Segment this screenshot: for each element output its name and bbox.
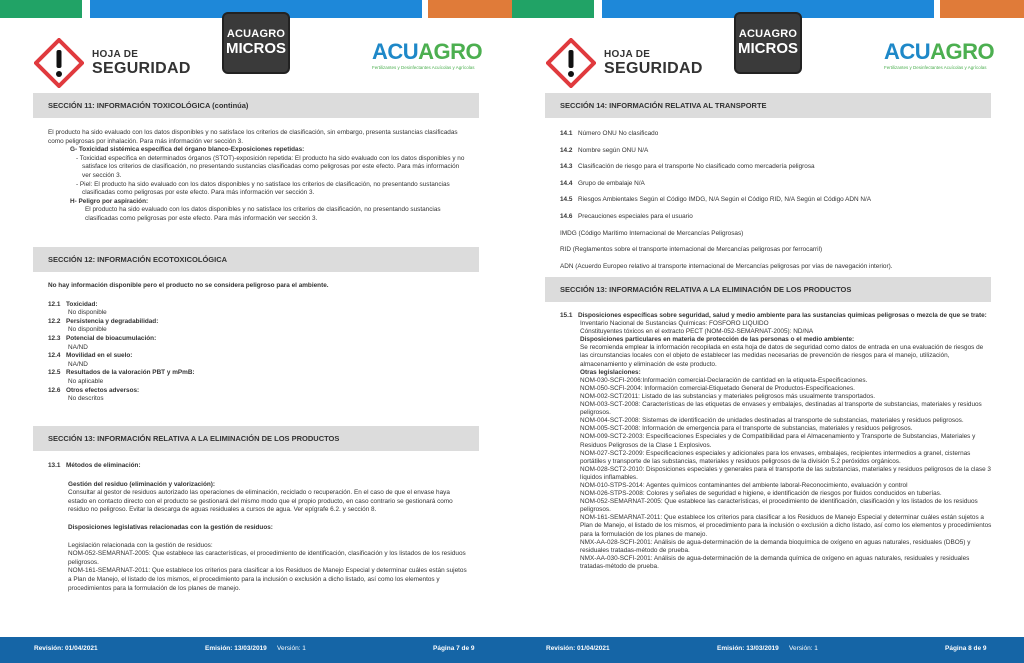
- transport-item: [560, 196, 990, 205]
- section-13-header: SECCIÓN 13: INFORMACIÓN RELATIVA A LA ELIMINACIÓN DE LOS PRODUCTOS: [33, 426, 479, 451]
- regulation-line: Disposiciones particulares en materia de protección de las personas o el medio ambiente:: [580, 336, 855, 344]
- imdg-text: IMDG (Código Marítimo Internacional de Mercancías Peligrosas): [560, 229, 744, 237]
- seguridad-title: SEGURIDAD: [92, 60, 191, 77]
- gestion-text: Consultar al gestor de residuos autorizado las operaciones de eliminación, reciclado o recuperación. En el caso de que el envase haya estado en contacto directo con el producto se gestionará del mismo modo que el propio producto, en caso contrario se gestionará como residuo no peligroso. Evitar la descarga de aguas residuales a cursos de agua. Ver epígrafe 6.2. y sección 8.: [68, 489, 453, 514]
- regulation-line: NOM-009-SCT2-2003: Especificaciones Especiales y de Compatibilidad para el Almacenamiento y Transporte de Substancias, Materiales y Residuos Peligrosos de la Clase 1 Explosivos.: [580, 433, 976, 449]
- footer-emision: Emisión: 13/03/2019: [205, 645, 267, 652]
- section-11-g-item1: - Toxicidad específica en determinados órganos (STOT)-exposición repetida: El producto ha sido evaluado con los datos disponibles y no satisface los criterios de clasificación, no presentando sustancias clasificadas como peligrosas por este efecto. Para más información ver sección 3.: [76, 154, 465, 179]
- section-12-intro: No hay información disponible pero el producto no se considera peligroso para el ambiente.: [48, 282, 329, 289]
- acuagro-micros-logo: [734, 12, 802, 74]
- acuagro-micros-logo: [222, 12, 290, 74]
- brand-name-a: ACU: [884, 39, 931, 64]
- section-15-1-head: Disposiciones específicas sobre seguridad, salud y medio ambiente para las sustancias químicas peligrosas o mezcla de que se trate:: [578, 312, 987, 319]
- regulation-line: NOM-010-STPS-2014: Agentes químicos contaminantes del ambiente laboral-Reconocimiento, evaluación y control: [580, 481, 908, 489]
- eco-item: [48, 318, 468, 335]
- eco-item-value: NA/ND: [68, 360, 88, 368]
- regulation-line: NOM-161-SEMARNAT-2011: Que establece los criterios para clasificar a los Residuos de Manejo Especial y determinar cuáles están sujetos a Plan de Manejo, el listado de los mismos, el procedimiento para la inclusión o exclusión a dicho listado, así como los elementos y procedimientos para la formulación de los planes de manejo.: [580, 514, 992, 538]
- nom-052-text: NOM-052-SEMARNAT-2005: Que establece las características, el procedimiento de identificación, clasificación y los listados de los residuos peligrosos.: [68, 550, 466, 566]
- eco-item-label: Toxicidad:: [66, 300, 98, 308]
- eco-item: [48, 369, 468, 386]
- transport-item-num: 14.3: [560, 163, 573, 171]
- micros-logo-line1: ACUAGRO: [226, 28, 286, 40]
- section-15-1: [560, 312, 992, 320]
- eco-item: [48, 387, 468, 404]
- eco-item: [48, 301, 468, 318]
- section-15-1-num: 15.1: [560, 312, 573, 319]
- brand-name-b: AGRO: [930, 39, 995, 64]
- transport-item-text: Número ONU No clasificado: [578, 130, 659, 137]
- acuagro-brand-logo: [884, 39, 995, 80]
- regulation-line: NOM-004-SCT-2008: Sistemas de identificación de unidades destinadas al transporte de substancias, materiales y residuos peligrosos.: [580, 417, 964, 425]
- micros-logo-line2: MICROS: [226, 40, 286, 57]
- brand-name-a: ACU: [372, 39, 419, 64]
- regulation-line: NOM-002-SCT/2011: Listado de las substancias y materiales peligrosos más usualmente transportados.: [580, 392, 876, 400]
- regulation-line: Inventario Nacional de Sustancias Químicas: FOSFORO LIQUIDO: [580, 320, 769, 328]
- hazard-warning-icon: [34, 38, 84, 88]
- transport-item-text: Riesgos Ambientales Según el Código IMDG, N/A Según el Código RID, N/A Según el Código ADN N/A: [578, 196, 872, 204]
- footer-revision: Revisión: 01/04/2021: [546, 645, 610, 652]
- eco-item-value: No disponible: [68, 326, 107, 334]
- brand-tagline: Fertilizantes y Desinfectantes Acuícolas y Agrícolas: [884, 65, 987, 70]
- regulation-line: NOM-026-STPS-2008: Colores y señales de seguridad e higiene, e identificación de riesgos por fluidos conducidos en tuberías.: [580, 490, 942, 498]
- eco-item-num: 12.3: [48, 334, 61, 342]
- section-14-list: [560, 130, 990, 222]
- regulation-line: NOM-027-SCT2-2009: Especificaciones especiales y adicionales para los envases, embalajes, recipientes intermedios a granel, cisternas portátiles y transporte de las substancias, materiales y residuos peligrosos de la división 5.2 peróxidos orgánicos.: [580, 449, 971, 465]
- regulation-line: NOM-052-SEMARNAT-2005: Que establece las características, el procedimiento de identificación, clasificación y los listados de los residuos peligrosos.: [580, 498, 978, 514]
- page-7-footer: [0, 637, 512, 663]
- footer-revision: Revisión: 01/04/2021: [34, 645, 98, 652]
- footer-page: Página 7 de 9: [433, 645, 475, 652]
- brand-name-b: AGRO: [418, 39, 483, 64]
- micros-logo-line2: MICROS: [738, 40, 798, 57]
- transport-item-num: 14.1: [560, 130, 573, 137]
- seguridad-title: SEGURIDAD: [604, 60, 703, 77]
- eco-item-num: 12.2: [48, 317, 61, 325]
- section-11-g-item2: - Piel: El producto ha sido evaluado con los datos disponibles y no satisface los criterios de clasificación, no presentando sustancias clasificadas como peligrosas por este efecto. Para más información ver sección 3.: [76, 180, 450, 197]
- eco-item: [48, 352, 468, 369]
- transport-item-num: 14.2: [560, 146, 573, 154]
- section-11-h-text: El producto ha sido evaluado con los datos disponibles y no satisface los criterios de clasificación, no presentando sustancias clasificadas como peligrosas por este efecto. Para más información ver sección 3.: [85, 206, 441, 222]
- section-13-1-title: Métodos de eliminación:: [66, 462, 141, 469]
- page-8: [512, 0, 1024, 663]
- section-12-list: [48, 301, 468, 404]
- hoja-de-label: HOJA DE: [604, 49, 651, 60]
- regulation-line: NMX-AA-028-SCFI-2001: Análisis de agua-determinación de la demanda bioquímica de oxígeno en aguas naturales, residuales (DBO5) y residuales tratadas-método de prueba.: [580, 538, 971, 554]
- footer-emision: Emisión: 13/03/2019: [717, 645, 779, 652]
- brand-tagline: Fertilizantes y Desinfectantes Acuícolas y Agrícolas: [372, 65, 475, 70]
- regulation-line: Otras legislaciones:: [580, 368, 641, 376]
- section-14-header: SECCIÓN 14: INFORMACIÓN RELATIVA AL TRANSPORTE: [545, 93, 991, 118]
- eco-item-label: Potencial de bioacumulación:: [66, 334, 157, 342]
- transport-item: [560, 130, 990, 139]
- transport-item-text: Precauciones especiales para el usuario: [578, 212, 693, 220]
- transport-item-num: 14.5: [560, 196, 573, 204]
- rid-text: RID (Reglamentos sobre el transporte internacional de Mercancías peligrosas por ferrocarril): [560, 246, 823, 254]
- section-13-1: [48, 462, 468, 471]
- section-12-body: [48, 282, 468, 404]
- eco-item-value: No disponible: [68, 309, 107, 317]
- section-14-body: [560, 130, 990, 271]
- section-13b-header: SECCIÓN 13: INFORMACIÓN RELATIVA A LA ELIMINACIÓN DE LOS PRODUCTOS: [545, 277, 991, 302]
- section-13b-body: [560, 312, 992, 571]
- eco-item-num: 12.6: [48, 386, 61, 394]
- hoja-de-label: HOJA DE: [92, 49, 139, 60]
- micros-logo-line1: ACUAGRO: [738, 28, 798, 40]
- gestion-title: Gestión del residuo (eliminación y valorización):: [68, 480, 216, 488]
- nom-161-text: NOM-161-SEMARNAT-2011: Que establece los criterios para clasificar a los Residuos de Manejo Especial y determinar cuáles están sujetos a Plan de Manejo, el listado de los mismos, el procedimiento para la inclusión o exclusión a dicho listado, así como los elementos y procedimientos para la formulación de los planes de manejo.: [68, 567, 467, 592]
- section-11-h-title: H- Peligro por aspiración:: [70, 197, 149, 205]
- adn-text: ADN (Acuerdo Europeo relativo al transporte internacional de Mercancías peligrosas por vías de navegación interior).: [560, 262, 893, 270]
- regulation-line: Se recomienda emplear la información recopilada en esta hoja de datos de seguridad como datos de entrada en una evaluación de riesgos de las circunstancias locales con el objeto de establecer las medidas necesarias de prevención de riesgos para el manejo, utilización, almacenamiento y eliminación de este producto.: [580, 344, 984, 368]
- eco-item-label: Resultados de la valoración PBT y mPmB:: [66, 369, 195, 377]
- regulation-line: NOM-028-SCT2-2010: Disposiciones especiales y generales para el transporte de las substancias, materiales y residuos peligrosos de la clase 3 líquidos inflamables.: [580, 465, 991, 481]
- eco-item-label: Persistencia y degradabilidad:: [66, 317, 159, 325]
- regulation-line: NOM-005-SCT-2008: Información de emergencia para el transporte de substancias, materiales y residuos peligrosos.: [580, 425, 913, 433]
- transport-item: [560, 163, 990, 172]
- eco-item-value: No aplicable: [68, 377, 104, 385]
- section-11-g-title: G- Toxicidad sistémica específica del órgano blanco-Exposiciones repetidas:: [70, 146, 305, 154]
- footer-version: Versión: 1: [789, 645, 818, 652]
- transport-item-num: 14.4: [560, 179, 573, 187]
- eco-item-num: 12.4: [48, 352, 61, 360]
- transport-item-text: Nombre según ONU N/A: [578, 146, 649, 154]
- section-12-header: SECCIÓN 12: INFORMACIÓN ECOTOXICOLÓGICA: [33, 247, 479, 272]
- eco-item-value: NA/ND: [68, 343, 88, 351]
- section-11-header: SECCIÓN 11: INFORMACIÓN TOXICOLÓGICA (continúa): [33, 93, 479, 118]
- eco-item: [48, 335, 468, 352]
- regulation-line: NOM-030-SCFI-2006:Información comercial-Declaración de cantidad en la etiqueta-Especificaciones.: [580, 376, 868, 384]
- section-13-gestion: [48, 481, 468, 594]
- disposiciones-title: Disposiciones legislativas relacionadas con la gestión de residuos:: [68, 523, 273, 531]
- regulation-line: NMX-AA-030-SCFI-2001: Análisis de agua-determinación de la demanda química de oxígeno en aguas naturales, residuales y residuales tratadas-método de prueba.: [580, 554, 970, 570]
- transport-item-text: Grupo de embalaje N/A: [578, 179, 645, 187]
- section-11-intro: El producto ha sido evaluado con los datos disponibles y no satisface los criterios de clasificación, sin embargo, presenta sustancias clasificadas como peligrosas por inhalación. Para más información ver sección 3.: [48, 129, 458, 145]
- section-11-body: [48, 129, 468, 224]
- eco-item-num: 12.1: [48, 300, 61, 308]
- eco-item-num: 12.5: [48, 369, 61, 377]
- eco-item-label: Movilidad en el suelo:: [66, 352, 133, 360]
- transport-item: [560, 147, 990, 156]
- footer-version: Versión: 1: [277, 645, 306, 652]
- footer-page: Página 8 de 9: [945, 645, 987, 652]
- transport-item-text: Clasificación de riesgo para el transporte No clasificado como mercadería peligrosa: [578, 163, 815, 171]
- section-13-body: [48, 462, 468, 593]
- regulation-line: NOM-050-SCFI-2004: Información comercial-Etiquetado General de Productos-Especificaciones.: [580, 384, 855, 392]
- acuagro-brand-logo: [372, 39, 483, 80]
- transport-item: [560, 180, 990, 189]
- section-13-1-num: 13.1: [48, 462, 61, 469]
- regulation-line: Cónstituyentes tóxicos en el extracto PECT (NOM-052-SEMARNAT-2005): ND/NA: [580, 328, 814, 336]
- eco-item-label: Otros efectos adversos:: [66, 386, 140, 394]
- section-15-1-lines: [560, 320, 992, 571]
- transport-item: [560, 213, 990, 222]
- legislacion-intro: Legislación relacionada con la gestión de residuos:: [68, 541, 213, 549]
- transport-item-num: 14.6: [560, 212, 573, 220]
- page-8-footer: [512, 637, 1024, 663]
- hazard-warning-icon: [546, 38, 596, 88]
- eco-item-value: No descritos: [68, 395, 104, 403]
- regulation-line: NOM-003-SCT-2008: Características de las etiquetas de envases y embalajes, destinadas al transporte de substancias, materiales y residuos peligrosos.: [580, 401, 982, 417]
